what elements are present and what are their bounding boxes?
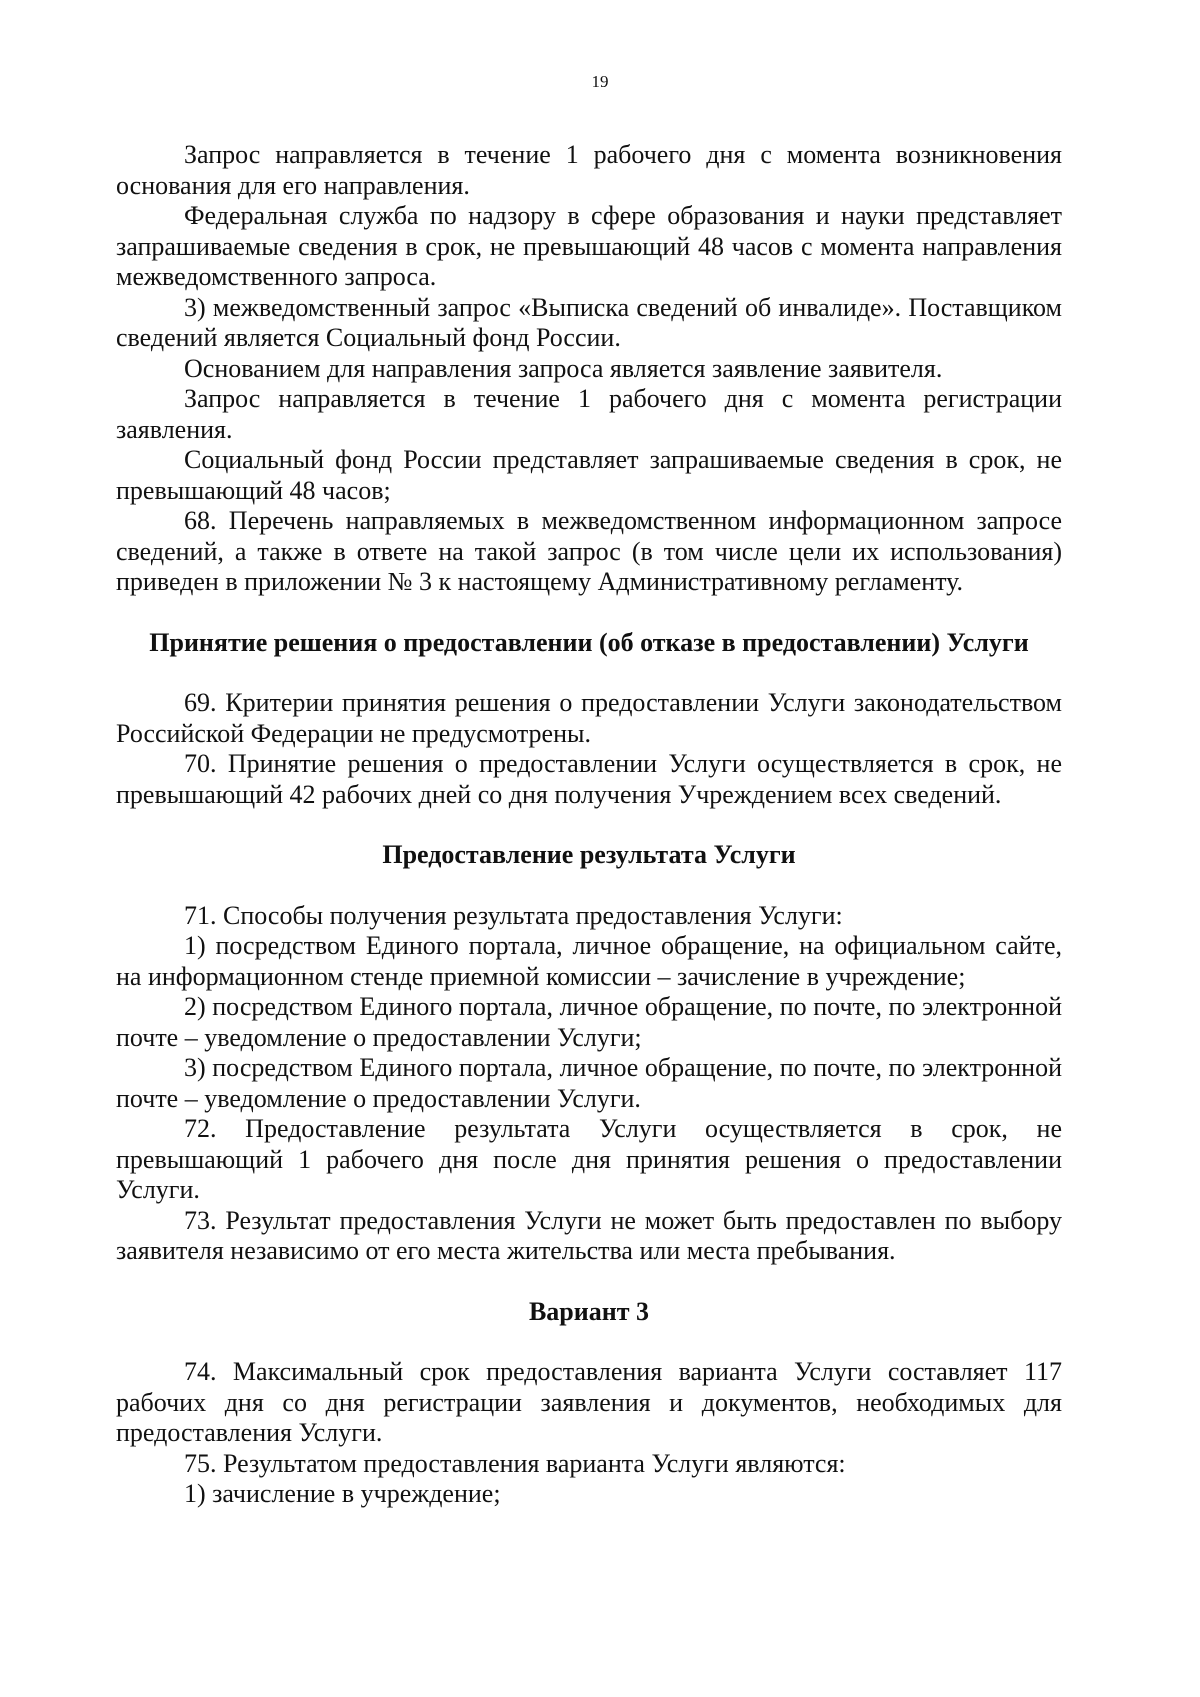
paragraph: 71. Способы получения результата предоставления Услуги: <box>184 900 843 930</box>
paragraph: 72. Предоставление результата Услуги осуществляется в срок, не превышающий 1 рабочего дня после дня принятия решения о предоставлении Услуги. <box>116 1114 1062 1204</box>
paragraph: 68. Перечень направляемых в межведомственном информационном запросе сведений, а также в ответе на такой запрос (в том числе цели их использования) приведен в приложении № 3 к настоящему Административному регламенту. <box>116 506 1062 596</box>
paragraph: Социальный фонд России представляет запрашиваемые сведения в срок, не превышающий 48 часов; <box>116 445 1062 505</box>
paragraph: Федеральная служба по надзору в сфере образования и науки представляет запрашиваемые сведения в срок, не превышающий 48 часов с момента направления межведомственного запроса. <box>116 201 1062 291</box>
paragraph: 69. Критерии принятия решения о предоставлении Услуги законодательством Российской Федерации не предусмотрены. <box>116 688 1062 748</box>
paragraph: 3) межведомственный запрос «Выписка сведений об инвалиде». Поставщиком сведений является Социальный фонд России. <box>116 292 1062 352</box>
paragraph: Запрос направляется в течение 1 рабочего дня с момента возникновения основания для его направления. <box>116 140 1062 200</box>
section-heading: Принятие решения о предоставлении (об отказе в предоставлении) Услуги <box>149 627 1029 657</box>
list-item: 3) посредством Единого портала, личное обращение, по почте, по электронной почте – уведомление о предоставлении Услуги. <box>116 1053 1062 1113</box>
paragraph: 74. Максимальный срок предоставления варианта Услуги составляет 117 рабочих дня со дня регистрации заявления и документов, необходимых для предоставления Услуги. <box>116 1357 1062 1447</box>
paragraph: 75. Результатом предоставления варианта Услуги являются: <box>184 1448 846 1478</box>
page-number: 19 <box>591 72 609 91</box>
section-heading: Вариант 3 <box>528 1296 650 1326</box>
document-body <box>116 140 1062 1510</box>
paragraph: Запрос направляется в течение 1 рабочего дня с момента регистрации заявления. <box>116 384 1062 444</box>
paragraph: Основанием для направления запроса является заявление заявителя. <box>184 353 943 383</box>
section-heading: Предоставление результата Услуги <box>382 840 796 869</box>
paragraph: 70. Принятие решения о предоставлении Услуги осуществляется в срок, не превышающий 42 рабочих дней со дня получения Учреждением всех сведений. <box>116 749 1062 809</box>
list-item: 1) зачисление в учреждение; <box>184 1479 501 1508</box>
list-item: 2) посредством Единого портала, личное обращение, по почте, по электронной почте – уведомление о предоставлении Услуги; <box>116 992 1062 1052</box>
list-item: 1) посредством Единого портала, личное обращение, на официальном сайте, на информационном стенде приемной комиссии – зачисление в учреждение; <box>116 931 1062 991</box>
paragraph: 73. Результат предоставления Услуги не может быть предоставлен по выбору заявителя независимо от его места жительства или места пребывания. <box>116 1205 1062 1265</box>
